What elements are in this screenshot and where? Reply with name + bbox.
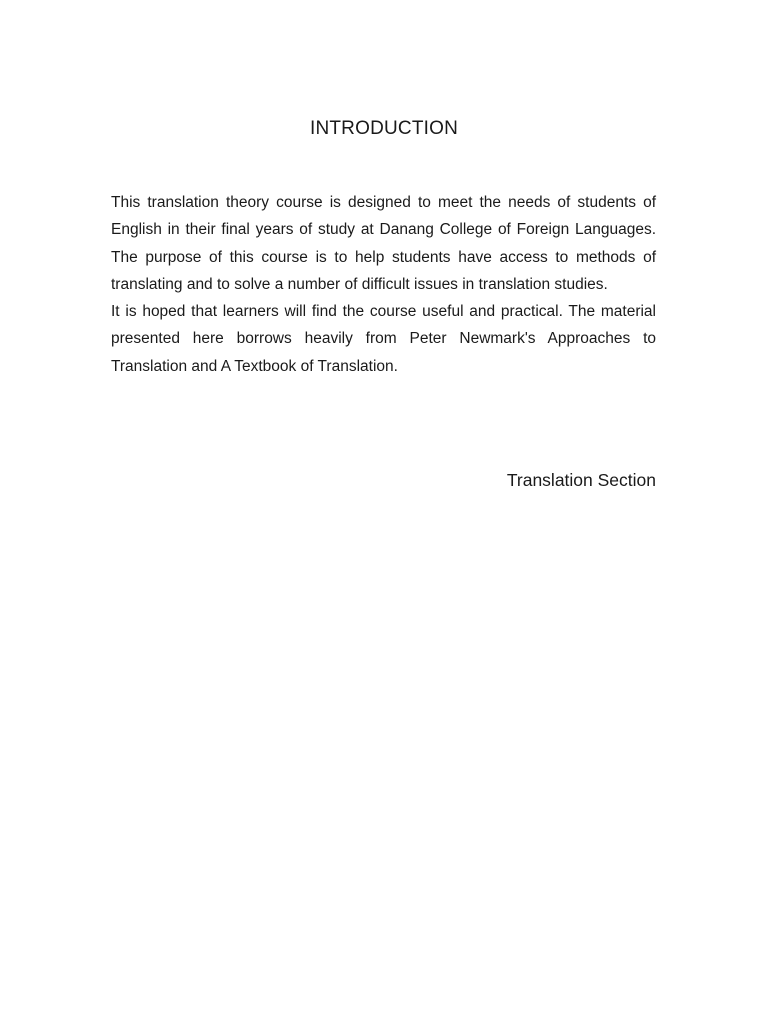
paragraph-course-purpose: This translation theory course is designed to meet the needs of students of English in their final years of study at Danang College of Foreign Languages. The purpose of this course is to help students have access to methods of translating and to solve a number of difficult issues in translation studies. (111, 194, 656, 293)
page-title: INTRODUCTION (309, 118, 459, 139)
paragraph-course-sources: It is hoped that learners will find the course useful and practical. The material presented here borrows heavily from Peter Newmark's Approaches to Translation and A Textbook of Translation. (111, 303, 656, 375)
introduction-body (111, 189, 656, 380)
signature-translation-section: Translation Section (506, 470, 656, 490)
